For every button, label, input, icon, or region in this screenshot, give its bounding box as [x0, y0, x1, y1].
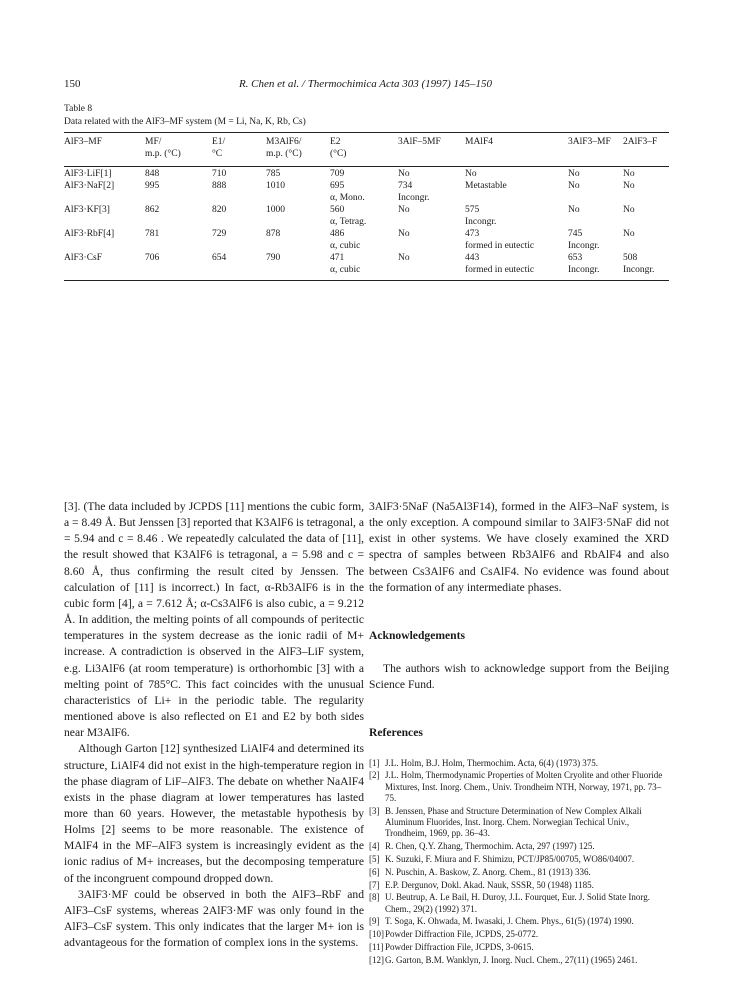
table-cell: 706 [145, 253, 160, 263]
table-bottom-rule [64, 280, 669, 281]
reference-text: T. Soga, K. Ohwada, M. Iwasaki, J. Chem. Phys., 61(5) (1974) 1990. [385, 916, 634, 927]
table-header-cell: MF/ [145, 137, 162, 147]
reference-number: [5] [369, 853, 380, 864]
table-cell: α, cubic [330, 265, 361, 275]
table-cell: 710 [212, 169, 227, 179]
table-cell: Incongr. [568, 265, 600, 275]
right-column [369, 499, 669, 968]
table-cell: formed in eutectic [465, 241, 535, 251]
table-cell: 709 [330, 169, 345, 179]
reference-text: J.L. Holm, B.J. Holm, Thermochim. Acta, 6(4) (1973) 375. [385, 757, 599, 768]
reference-item [369, 867, 669, 878]
reference-item [369, 806, 669, 840]
body-paragraph: Although Garton [12] synthesized LiAlF4 and determined its structure, LiAlF4 did not exist in the high-temperature region in the phase diagram of LiF–AlF3. The debate on whether NaAlF4 exists in the phase diagram at lower temperatures has lasted more than 60 years. However, the metastable hypothesis by Holms [2] seems to be more reasonable. The existence of MAlF4 in the MF–AlF3 system is increasingly evident as the ionic radius of M+ increases, but the decomposing temperature of the incongruent compound dropped down. [64, 742, 364, 885]
reference-text: E.P. Dergunov, Dokl. Akad. Nauk, SSSR, 50 (1948) 1185. [385, 879, 594, 890]
reference-item [369, 955, 669, 966]
reference-text: G. Garton, B.M. Wanklyn, J. Inorg. Nucl. Chem., 27(11) (1965) 2461. [385, 954, 638, 965]
reference-item [369, 770, 669, 804]
table-cell: 820 [212, 205, 227, 215]
table-cell: 486 [330, 229, 345, 239]
table-cell: 473 [465, 229, 480, 239]
reference-number: [9] [369, 916, 380, 927]
table-cell: 508 [623, 253, 638, 263]
table-cell: No [623, 169, 635, 179]
table-cell: Metastable [465, 181, 507, 191]
table-cell: 729 [212, 229, 227, 239]
table-cell: No [568, 169, 580, 179]
table-cell: No [623, 229, 635, 239]
table-cell: 471 [330, 253, 345, 263]
reference-number: [7] [369, 879, 380, 890]
page-number: 150 [64, 78, 81, 90]
reference-text: N. Puschin, A. Baskow, Z. Anorg. Chem., 81 (1913) 336. [385, 866, 591, 877]
table-cell: Incongr. [465, 217, 497, 227]
table-cell: AlF3·KF[3] [64, 205, 110, 215]
table-cell: 862 [145, 205, 160, 215]
table-cell: No [398, 205, 410, 215]
table-cell: 848 [145, 169, 160, 179]
reference-number: [1] [369, 757, 380, 768]
table-cell: 443 [465, 253, 480, 263]
reference-item [369, 916, 669, 927]
table-cell: No [568, 181, 580, 191]
reference-item [369, 854, 669, 865]
body-paragraph: [3]. (The data included by JCPDS [11] mentions the cubic form, a = 8.49 Å. But Jenssen [3] reported that K3AlF6 is tetragonal, a = 5.94 and c = 8.46 . We repeatedly calculated the data of [11], the result showed that K3AlF6 is tetragonal, a = 5.98 and c = 8.60 Å, thus confirming the result cited by Jenssen. The calculation of [11] is incorrect.) In fact, α-Rb3AlF6 is in the cubic form [4], a = 7.612 Å; α-Cs3AlF6 is also cubic, a = 9.212 Å. In addition, the melting points of all compounds of peritectic temperatures in the system decrease as the ionic radii of M+ increase. A contradiction is observed in the AlF3–LiF system, e.g. Li3AlF6 (at room temperature) is orthorhombic [3] with a melting point of 785°C. This fact coincides with the unusual characteristics of Li+ in the periodic table. The regularity mentioned above is also reflected on E1 and E2 by both sides near M3AlF6. [64, 500, 364, 740]
table-cell: 790 [266, 253, 281, 263]
table-cell: No [398, 253, 410, 263]
reference-number: [8] [369, 892, 380, 903]
table-cell: No [398, 229, 410, 239]
table-cell: α, cubic [330, 241, 361, 251]
table-cell: 878 [266, 229, 281, 239]
reference-number: [12] [369, 954, 384, 965]
table-cell: 695 [330, 181, 345, 191]
table-header-cell: °C [212, 149, 223, 159]
table-cell: No [398, 169, 410, 179]
reference-number: [11] [369, 942, 384, 953]
table-cell: α, Tetrag. [330, 217, 367, 227]
table-cell: 995 [145, 181, 160, 191]
acknowledgements-text: The authors wish to acknowledge support from the Beijing Science Fund. [369, 662, 669, 692]
reference-text: J.L. Holm, Thermodynamic Properties of Molten Cryolite and other Fluoride Mixtures, Inst. Inorg. Chem., Univ. Trondheim NTH, Norway, 1971, pp. 73–75. [385, 770, 663, 803]
table-cell: No [465, 169, 477, 179]
table-caption: Data related with the AlF3–MF system (M = Li, Na, K, Rb, Cs) [64, 117, 306, 127]
reference-text: U. Beutrup, A. Le Bail, H. Duroy, J.L. Fourquet, Eur. J. Solid State Inorg. Chem., 29(2) (1992) 371. [385, 892, 650, 914]
table-cell: No [568, 205, 580, 215]
reference-item [369, 929, 669, 940]
table-cell: 654 [212, 253, 227, 263]
table-label: Table 8 [64, 104, 93, 114]
body-paragraph: 3AlF3·MF could be observed in both the AlF3–RbF and AlF3–CsF systems, whereas 2AlF3·MF was only found in the AlF3–CsF system. This only indicates that the larger M+ ion is advantageous for the formation of complex ions in the systems. [64, 887, 364, 950]
reference-item [369, 880, 669, 891]
reference-item [369, 758, 669, 769]
table-header-cell: MAlF4 [465, 137, 493, 147]
table-top-rule [64, 132, 669, 133]
table-cell: 1010 [266, 181, 285, 191]
reference-item [369, 942, 669, 953]
table-cell: AlF3·LiF[1] [64, 169, 112, 179]
reference-item [369, 892, 669, 915]
reference-number: [6] [369, 866, 380, 877]
table-header-cell: m.p. (°C) [266, 149, 302, 159]
reference-number: [4] [369, 841, 380, 852]
table-cell: Incongr. [398, 193, 430, 203]
reference-text: Powder Diffraction File, JCPDS, 3-0615. [385, 942, 534, 953]
left-column [64, 499, 364, 951]
table-cell: 745 [568, 229, 583, 239]
reference-number: [2] [369, 770, 380, 781]
table-cell: 785 [266, 169, 281, 179]
references-heading: References [369, 726, 423, 740]
table-cell: Incongr. [623, 265, 655, 275]
table-header-cell: m.p. (°C) [145, 149, 181, 159]
table-cell: 575 [465, 205, 480, 215]
reference-text: B. Jenssen, Phase and Structure Determination of New Complex Alkali Aluminum Fluorides, Inst. Inorg. Chem. Norwegian Techical Univ., Trondheim, 1969, pp. 36–43. [385, 805, 642, 839]
table-cell: formed in eutectic [465, 265, 535, 275]
table-cell: Incongr. [568, 241, 600, 251]
table-cell: 1000 [266, 205, 285, 215]
table-cell: No [623, 181, 635, 191]
body-paragraph: 3AlF3·5NaF (Na5Al3F14), formed in the AlF3–NaF system, is the only exception. A compound similar to 3AlF3·5NaF did not exist in other systems. We have closely examined the XRD spectra of samples between Rb3AlF6 and RbAlF4 and also between Cs3AlF6 and CsAlF4. No evidence was found about the formation of any intermediate phases. [369, 500, 669, 594]
acknowledgements-heading: Acknowledgements [369, 628, 465, 642]
reference-number: [3] [369, 805, 380, 816]
table-cell: AlF3·RbF[4] [64, 229, 115, 239]
table-header-cell: 3AlF3–MF [568, 137, 611, 147]
reference-item [369, 841, 669, 852]
reference-number: [10] [369, 929, 384, 940]
table-header-cell: E2 [330, 137, 341, 147]
table-header-cell: M3AlF6/ [266, 137, 302, 147]
table-header-cell: E1/ [212, 137, 226, 147]
reference-text: Powder Diffraction File, JCPDS, 25-0772. [385, 929, 539, 940]
table-cell: 734 [398, 181, 413, 191]
table-cell: 560 [330, 205, 345, 215]
table-cell: α, Mono. [330, 193, 365, 203]
table-cell: No [623, 205, 635, 215]
table-header-cell: (°C) [330, 149, 347, 159]
reference-text: R. Chen, Q.Y. Zhang, Thermochim. Acta, 297 (1997) 125. [385, 841, 595, 852]
table-cell: AlF3·NaF[2] [64, 181, 115, 191]
table-cell: 653 [568, 253, 583, 263]
table-header-cell: 3AlF–5MF [398, 137, 441, 147]
reference-list [369, 758, 669, 967]
table-header-rule [64, 166, 669, 167]
table-cell: AlF3·CsF [64, 253, 103, 263]
running-head: R. Chen et al. / Thermochimica Acta 303 (1997) 145–150 [238, 78, 493, 90]
reference-text: K. Suzuki, F. Miura and F. Shimizu, PCT/JP85/00705, WO86/04007. [385, 853, 635, 864]
table-header-cell: AlF3–MF [64, 137, 103, 147]
table-cell: 781 [145, 229, 160, 239]
table-header-cell: 2AlF3–F [623, 137, 658, 147]
table-cell: 888 [212, 181, 227, 191]
